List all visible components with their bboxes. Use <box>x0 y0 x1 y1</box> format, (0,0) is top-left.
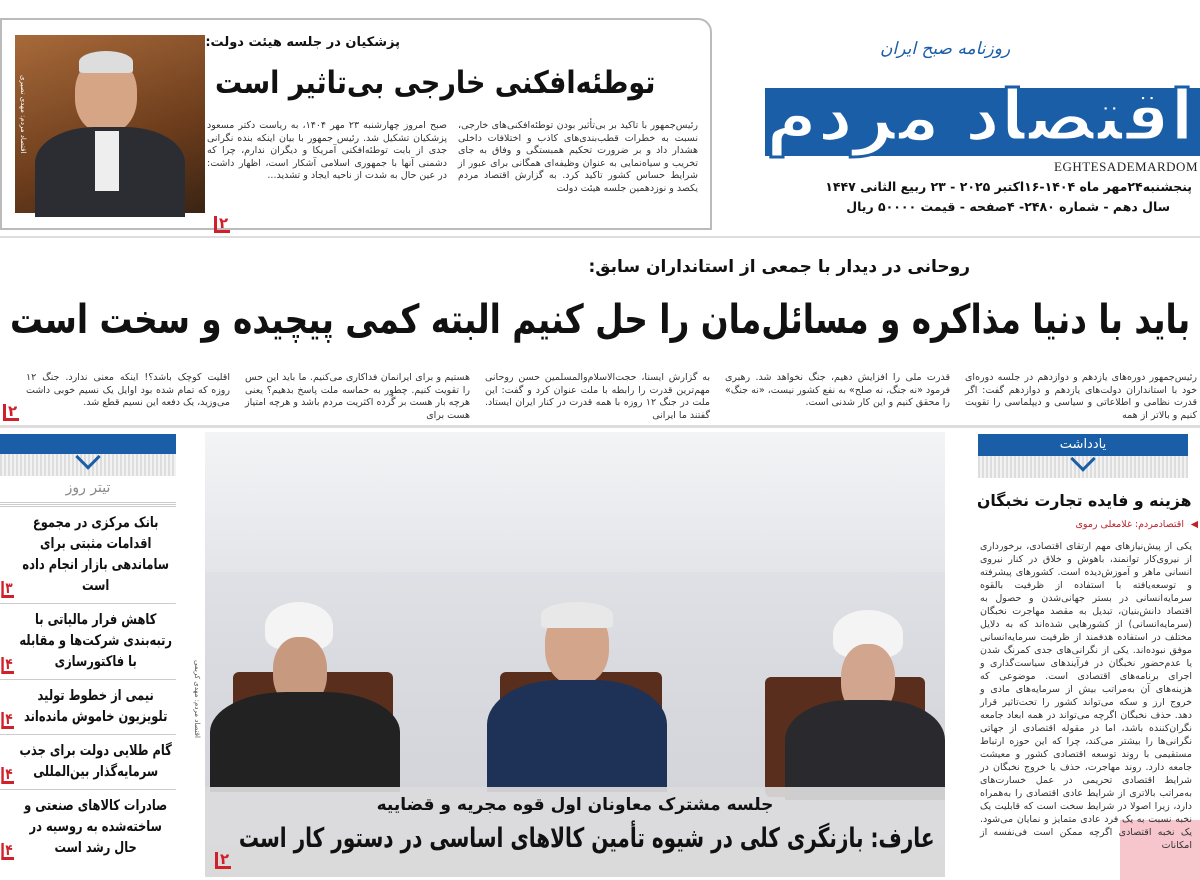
opinion-byline: ◀ اقتصادمردم: غلامعلی رموی <box>1075 519 1198 530</box>
page-reference: ۳ <box>2 581 15 598</box>
headline-item[interactable]: نیمی از خطوط تولید تلویزیون خاموش مانده‌اند ۴ <box>0 679 176 734</box>
headline-item[interactable]: بانک مرکزی در مجموع اقدامات مثبتی برای ساماندهی بازار انجام داده است ۳ <box>0 506 176 603</box>
main-photo <box>205 432 945 877</box>
photo-kicker: جلسه مشترک معاونان اول قوه مجریه و قضاییه <box>376 795 774 815</box>
lead-kicker: روحانی در دیدار با جمعی از استانداران سابق: <box>588 257 970 277</box>
lead-headline[interactable]: باید با دنیا مذاکره و مسائل‌مان را حل کنیم البته کمی پیچیده و سخت است <box>9 297 1190 343</box>
divider <box>0 236 1200 238</box>
newspaper-logo: اقتصاد مردم <box>765 75 1195 157</box>
lead-column: قدرت ملی را افزایش دهیم، جنگ نخواهد شد. رهبری فرمود «نه جنگ، نه صلح» به نفع کشور نیست، «نه جنگ» را محقق کنیم و این کار شدنی است. <box>725 372 950 408</box>
opinion-header-pattern <box>978 456 1188 478</box>
top-story-photo <box>15 35 205 213</box>
opinion-header: یادداشت <box>978 434 1188 456</box>
robe <box>210 692 400 792</box>
photo-credit: اقتصاد مردم: مهدی نصیری <box>19 75 27 154</box>
robe <box>785 700 945 800</box>
photo-credit: اقتصاد مردم: مهدی کریمی <box>193 660 201 738</box>
page-reference: ۲ <box>215 852 231 869</box>
issue-line: سال دهم - شماره ۲۴۸۰- ۴صفحه - قیمت ۵۰۰۰۰ ریال <box>846 199 1170 214</box>
opinion-body: یکی از پیش‌نیازهای مهم ارتقای اقتصادی، برخورداری از نیروی‌کار توانمند، باهوش و خلاق در کنار نیروی انسانی ماهر و آموزش‌دیده است. کشورهای پیشرفته و توسعه‌یافته با استفاده از ظرفیت بالقوه سرمایه‌انسانی در بستر جهانی‌شدن و حصول به اقتصاد دانش‌بنیان، تبدیل به مقصد مهاجرت نخبگان (سرمایه‌انسانی) از کشورهایی شده‌اند که به دلایل مختلف در استفاده هدفمند از ظرفیت سرمایه‌انسانی موفق نبوده‌اند. یکی از نگرانی‌های جدی کمرنگ شدن یا عدم‌حضور نخبگان در فرآیندهای سیاست‌گذاری و اجرای برنامه‌های اقتصادی است. موضوعی که هزینه‌های آن به‌مراتب بیش از سرمایه‌های مادی و خروج ارز و سکه می‌تواند کشور را تحت‌تاثیر قرار دهد. حذف نخبگان اگرچه می‌تواند در همه ابعاد جامعه نگران‌کننده باشد، اما در مقوله اقتصادی از جهاتی نگرانی‌ها را بیشتر می‌کند، چرا که این حوزه ارتباط مستقیمی با روند توسعه اقتصادی کشور و معیشت جامعه دارد. روند مهاجرت، حذف یا خروج نخبگان در شرایط اقتصادی تحریمی در عمل خسارت‌های به‌مراتب بالاتری از شرایط عادی اقتصادی را به‌همراه دارد، زیرا اصولا در شرایط سخت است که قابلیت یک نخبه نسبت به یک فرد عادی متمایز و نمایان می‌شود. یک نخبه اقتصادی اگرچه ممکن است فی‌نفسه از امکانات <box>980 541 1192 851</box>
photo-wall <box>205 432 945 572</box>
headline-item[interactable]: صادرات کالاهای صنعتی و ساخته‌شده به روسیه در حال رشد است ۴ <box>0 789 176 865</box>
masthead-subtitle: روزنامه صبح ایران <box>880 39 1011 59</box>
suit <box>487 680 667 792</box>
headlines-sidebar <box>0 434 176 880</box>
divider <box>0 425 1200 428</box>
top-story-column: رئیس‌جمهور با تاکید بر بی‌تأثیر بودن توطئه‌افکنی‌های خارجی، نسبت به خطرات قطب‌بندی‌های کاذب و اختلافات داخلی هشدار داد و بر ضرورت تحکیم همبستگی و وفاق به جای تخریب و سیاه‌نمایی به عنوان وظیفه‌ای همگانی برای عبور از شرایط حساس کشور تاکید کرد. به گزارش اقتصاد مردم یکصد و نوزدهمین جلسه هیئت دولت <box>458 120 698 194</box>
triangle-marker-icon: ◀ <box>1190 519 1198 530</box>
masthead <box>760 18 1200 233</box>
sidebar-header-pattern <box>0 454 176 476</box>
date-line: پنجشنبه۲۴مهر ماه ۱۴۰۴-۱۶اکتبر ۲۰۲۵ - ۲۳ ربیع الثانی ۱۴۴۷ <box>825 179 1192 194</box>
portrait-shirt <box>95 131 119 191</box>
page-reference: ۴ <box>2 767 15 784</box>
top-story-column: صبح امروز چهارشنبه ۲۳ مهر ۱۴۰۴، به ریاست دکتر مسعود پزشکیان تشکیل شد. رئیس جمهور با بیان اینکه بنده نگرانی جدی از بابت توطئه‌افکنی آمریکا و دیگران ندارم، چرا که دشمنی آنها با جمهوری اسلامی آشکار است، اظهار داشت: در عین حال به شدت از ناحیه ایجاد و تشدید... <box>207 120 448 181</box>
headline-item[interactable]: گام طلایی دولت برای جذب سرمایه‌گذار بین‌المللی ۴ <box>0 734 176 789</box>
top-story-kicker: پزشکیان در جلسه هیئت دولت: <box>205 35 400 50</box>
masthead-latin: EGHTESADEMARDOM <box>1054 159 1198 174</box>
headline-list <box>0 506 176 865</box>
portrait-hair <box>79 51 133 73</box>
top-story-title[interactable]: توطئه‌افکنی خارجی بی‌تاثیر است <box>214 65 655 101</box>
page-reference: ۴ <box>2 843 15 860</box>
page-reference: ۴ <box>2 657 15 674</box>
opinion-column <box>975 434 1200 880</box>
headline-item[interactable]: کاهش فرار مالیاتی با رتبه‌بندی شرکت‌ها و مقابله با فاکتورسازی ۴ <box>0 603 176 679</box>
lead-column: به گزارش ایسنا، حجت‌الاسلام‌والمسلمین حسن روحانی مهم‌ترین قدرت را رابطه با ملت عنوان کرد و گفت: این ملت در جنگ ۱۲ روزه با همه قدرت در کنار ایران ایستاد. گفتند ما ایرانی <box>485 372 710 421</box>
page-reference: ۲ <box>214 216 230 233</box>
photo-headline[interactable]: عارف: بازنگری کلی در شیوه تأمین کالاهای اساسی در دستور کار است <box>239 823 935 854</box>
lead-column: رئیس‌جمهور دوره‌های یازدهم و دوازدهم در جلسه دوره‌ای خود با استانداران دولت‌های یازدهم و دوازدهم گفت: اگر قدرت نظامی و اطلاعاتی و سیاسی و دیپلماسی را تقویت کنیم و بالاتر از همه <box>965 372 1197 421</box>
lead-column: هستیم و برای ایرانمان فداکاری می‌کنیم. ما باید این حس را تقویت کنیم. چطور به حماسه ملت پاسخ بدهیم؟ یعنی هرچه بار هست بر گُرده اکثریت مردم باشد و هرچه امتیاز هست برای <box>245 372 470 421</box>
page-reference: ۲ <box>3 404 19 421</box>
opinion-title[interactable]: هزینه و فایده تجارت نخبگان <box>977 491 1192 510</box>
hair <box>541 602 613 628</box>
lead-column: اقلیت کوچک باشد؟! اینکه معنی ندارد. جنگ ۱۲ روزه که تمام شده بود اوایل یک نسیم خوبی داشت می‌وزید، یک دفعه این نسیم قطع شد. <box>26 372 230 408</box>
page-reference: ۴ <box>2 712 15 729</box>
sidebar-title: تیتر روز <box>0 476 176 505</box>
